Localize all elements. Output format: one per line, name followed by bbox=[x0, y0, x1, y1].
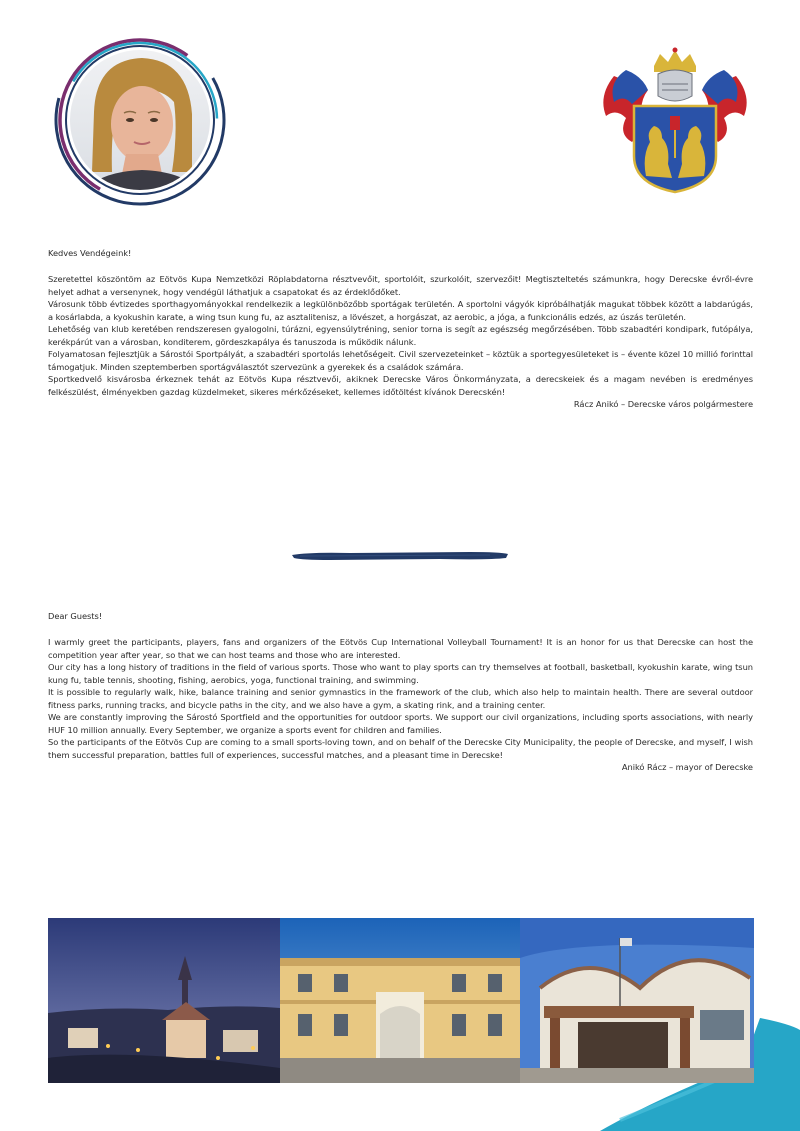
english-paragraph: So the participants of the Eötvös Cup are coming to a small sports-loving town, and on behalf of the Derecske City Municipality, the people of Derecske, and myself, I wish them successful preparation, battles full of experiences, successful matches, and a pleasant time in Derecske! bbox=[48, 737, 753, 760]
sports-hall bbox=[520, 918, 754, 1083]
brush-divider bbox=[290, 550, 510, 562]
hungarian-signature: Rácz Anikó – Derecske város polgármestere bbox=[573, 398, 753, 409]
hungarian-letter bbox=[48, 247, 753, 410]
photo-strip bbox=[48, 918, 754, 1083]
english-paragraph: It is possible to regularly walk, hike, balance training and senior gymnastics in the framework of the club, which also help to maintain health. There are several outdoor fitness parks, running tracks, and bicycle paths in the city, and we also have a gym, a skating rink, and a training center. bbox=[48, 687, 753, 710]
mayor-portrait bbox=[46, 32, 236, 207]
english-paragraph: I warmly greet the participants, players, fans and organizers of the Eötvös Cup International Volleyball Tournament! It is an honor for us that Derecske can host the competition year after year, so that we can host teams and those who are interested. bbox=[48, 637, 753, 660]
hungarian-paragraph: Szeretettel köszöntöm az Eötvös Kupa Nemzetközi Röplabdatorna résztvevőit, sportolóit, szurkolóit, szervezőit! Megtiszteltetés számunkra, hogy Derecske évről-évre helyet adhat a versenynek, hogy vendégül láthatjuk a csapatokat és az érdeklődőket. bbox=[48, 274, 753, 297]
english-letter bbox=[48, 610, 753, 773]
derecske-coat-of-arms bbox=[596, 46, 754, 194]
english-signature: Anikó Rácz – mayor of Derecske bbox=[621, 761, 753, 772]
hungarian-salutation: Kedves Vendégeink! bbox=[48, 248, 132, 258]
hungarian-paragraph: Városunk több évtizedes sporthagyományokkal rendelkezik a legkülönbözőbb sportágak területén. A sportolni vágyók kipróbálhatják magukat többek között a labdarúgás, a kosárlabda, a kyokushin karate, a wing tsun kung fu, az asztalitenisz, a lövészet, a horgászat, az aerobic, a jóga, a funkcionális edzés, az úszás területén. bbox=[48, 299, 753, 322]
english-salutation: Dear Guests! bbox=[48, 611, 103, 621]
hungarian-paragraph: Sportkedvelő kisvárosba érkeznek tehát az Eötvös Kupa résztvevői, akiknek Derecske Város Önkormányzata, a derecskeiek és a magam nevében is eredményes felkészülést, élményekben gazdag küzdelmeket, sikeres mérkőzéseket, kellemes időtöltést kívánok Derecskén! bbox=[48, 374, 753, 397]
hungarian-paragraph: Folyamatosan fejlesztjük a Sárostói Sportpályát, a szabadtéri sportolás lehetőségeit. Civil szervezeteinket – köztük a sportegyesületeket is – évente közel 10 millió forinttal támogatjuk. Minden szeptemberben sportágválasztót szervezünk a gyerekek és a családok számára. bbox=[48, 349, 753, 372]
hungarian-paragraph: Lehetőség van klub keretében rendszeresen gyalogolni, túrázni, egyensúlytréning, senior torna is segít az egészség megőrzésében. Több szabadtéri kondipark, futópálya, kerékpárút van a városban, konditerem, gördeszkapálya és tanuszoda is működik nálunk. bbox=[48, 324, 753, 347]
english-paragraph: Our city has a long history of traditions in the field of various sports. Those who want to play sports can try themselves at football, basketball, kyokushin karate, wing tsun kung fu, table tennis, shooting, fishing, aerobics, yoga, functional training, and swimming. bbox=[48, 662, 753, 685]
town-night-view bbox=[48, 918, 280, 1083]
town-hall-building bbox=[280, 918, 520, 1083]
english-paragraph: We are constantly improving the Sárostó Sportfield and the opportunities for outdoor sports. We support our civil organizations, including sports associations, with nearly HUF 10 million annually. Every September, we organize a sports event for children and families. bbox=[48, 712, 753, 735]
